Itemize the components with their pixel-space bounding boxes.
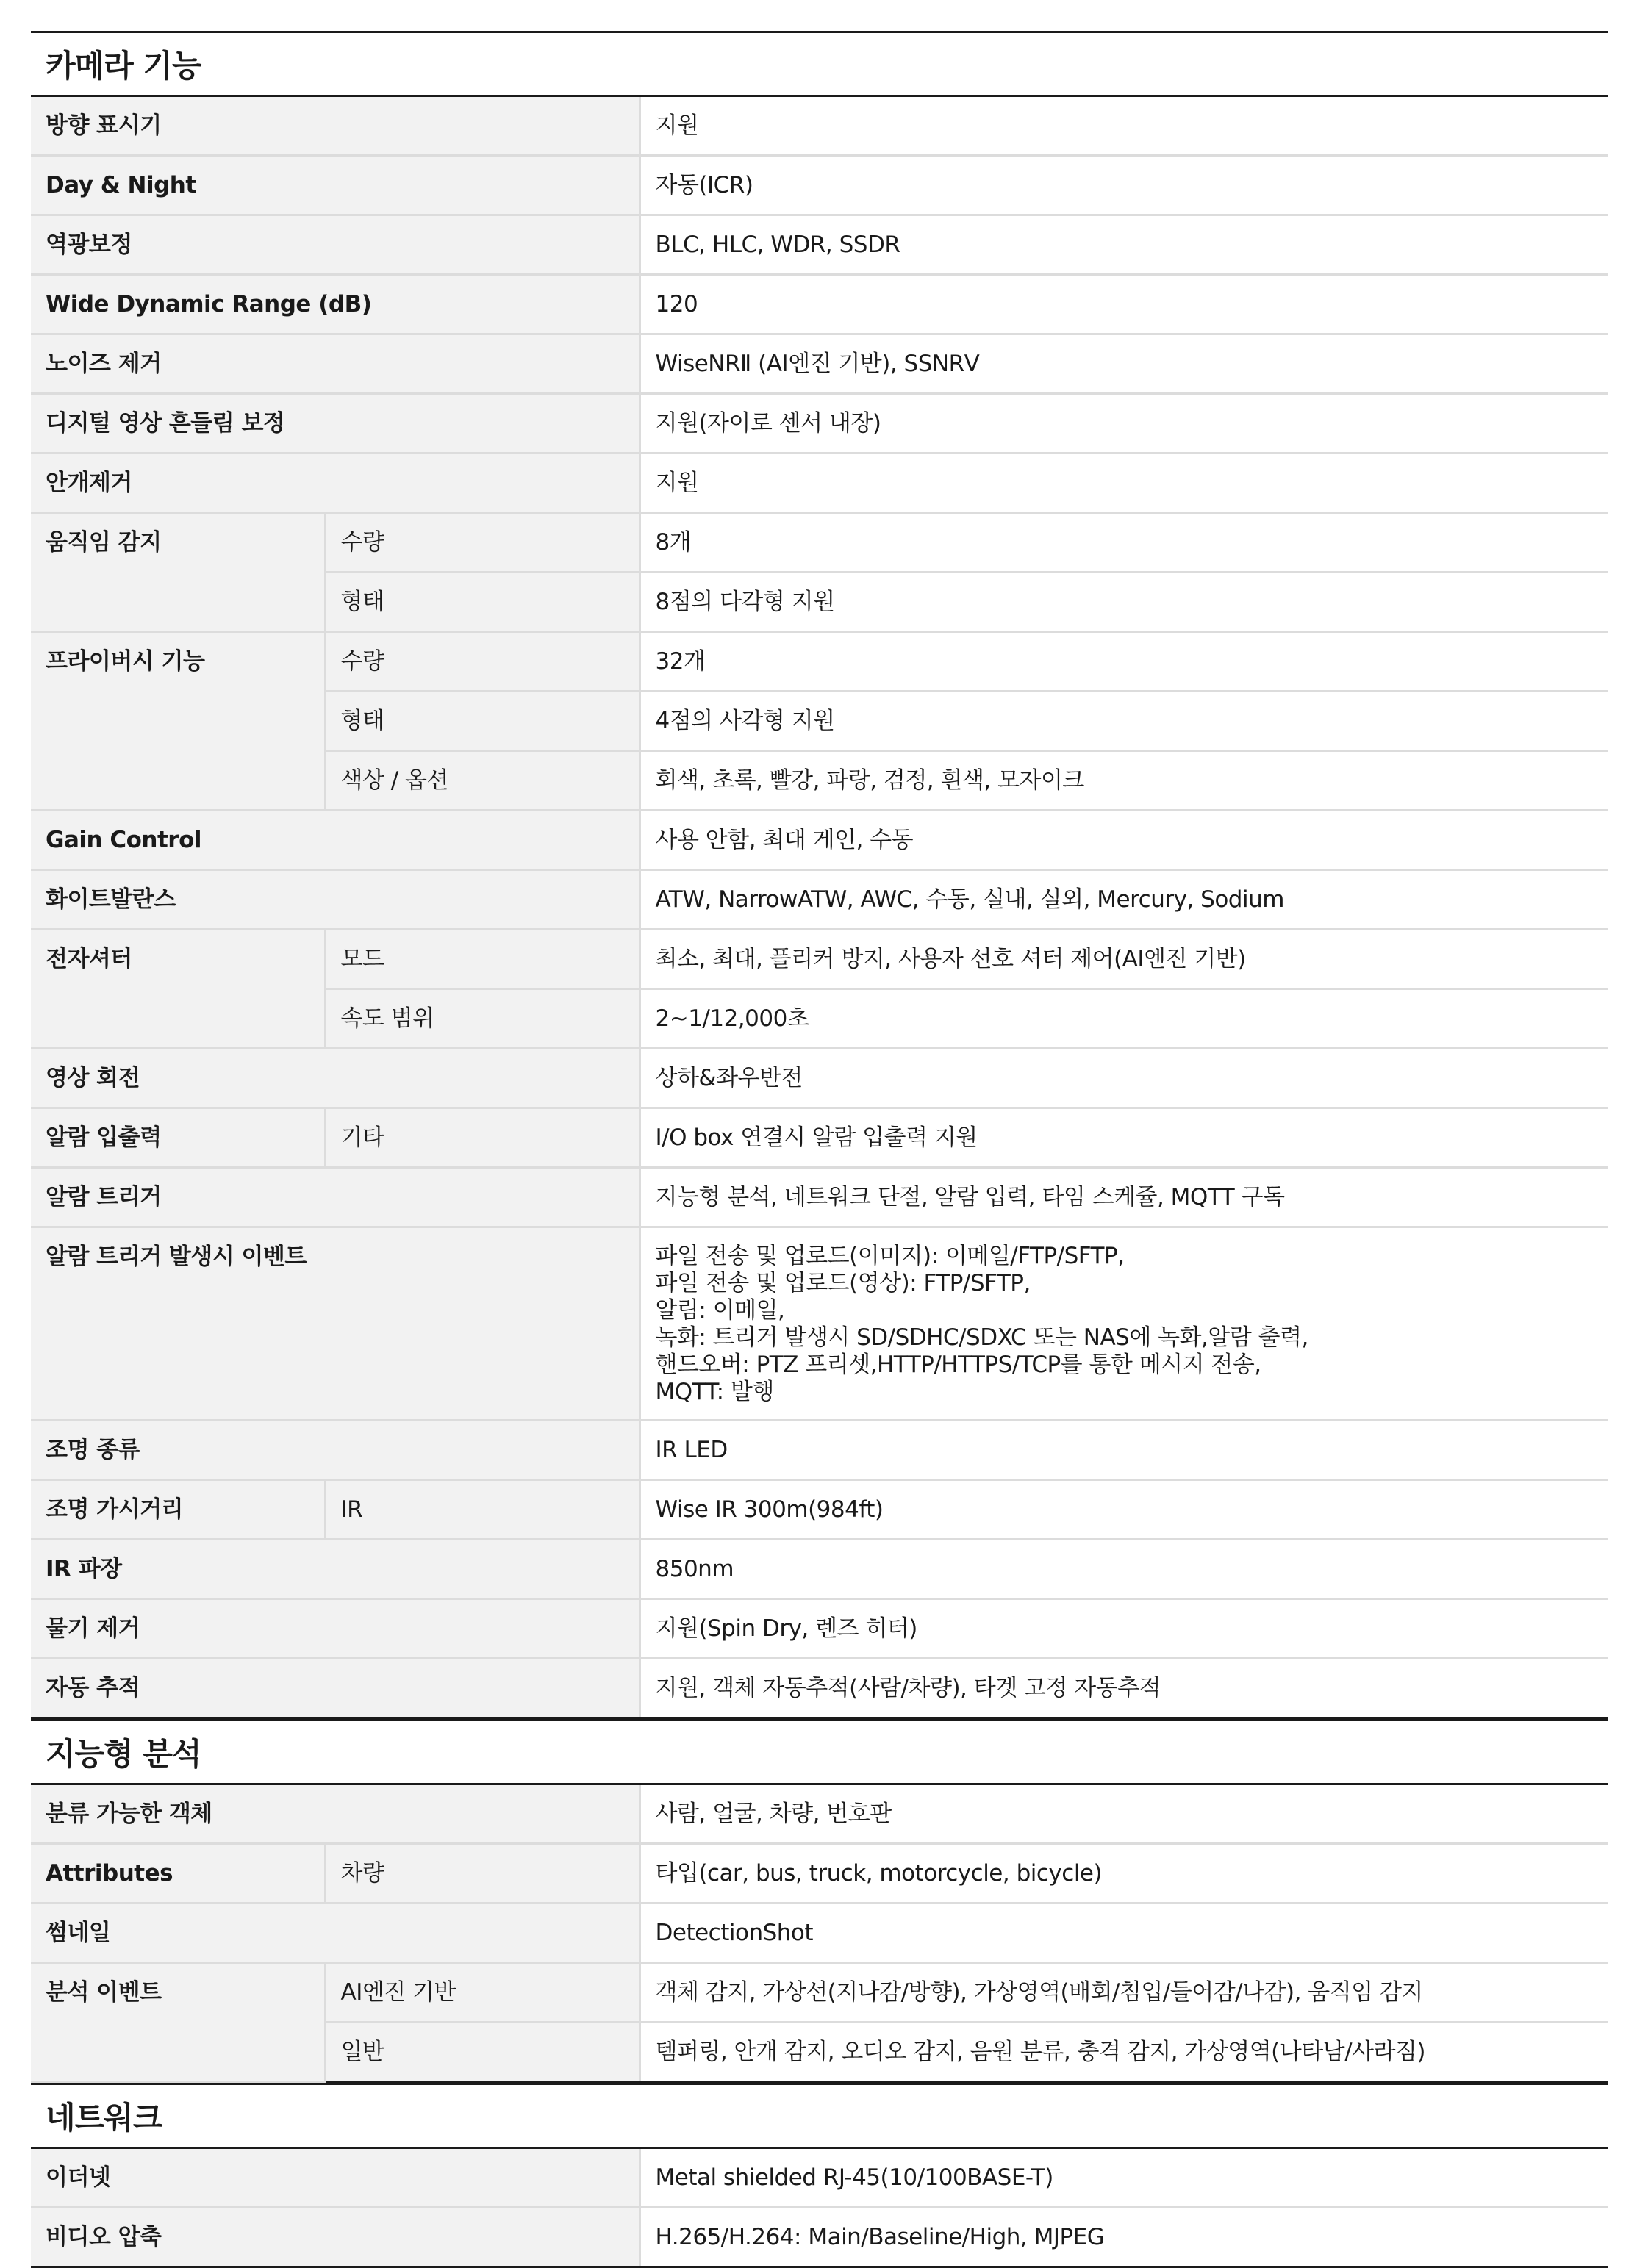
row-value: 템퍼링, 안개 감지, 오디오 감지, 음원 분류, 충격 감지, 가상영역(나타남/사라짐) xyxy=(640,2023,1608,2082)
section-title-network: 네트워크 xyxy=(31,2083,1608,2149)
row-label: 조명 종류 xyxy=(31,1421,640,1480)
row-sublabel: 형태 xyxy=(325,573,640,632)
row-label: 안개제거 xyxy=(31,453,640,513)
row-label: IR 파장 xyxy=(31,1540,640,1599)
row-value: H.265/H.264: Main/Baseline/High, MJPEG xyxy=(640,2208,1608,2267)
table-row xyxy=(31,97,1608,156)
row-label: 움직임 감지 xyxy=(31,513,325,632)
event-line: 파일 전송 및 업로드(이미지): 이메일/FTP/SFTP, xyxy=(655,1243,1125,1269)
table-row xyxy=(31,811,1608,870)
row-value: Metal shielded RJ-45(10/100BASE-T) xyxy=(640,2149,1608,2208)
row-label: 조명 가시거리 xyxy=(31,1480,325,1540)
row-value: 사용 안함, 최대 게인, 수동 xyxy=(640,811,1608,870)
row-value: 상하&좌우반전 xyxy=(640,1049,1608,1108)
row-label: 썸네일 xyxy=(31,1903,640,1963)
row-value: WiseNRⅡ (AI엔진 기반), SSNRⅤ xyxy=(640,334,1608,394)
row-sublabel: 모드 xyxy=(325,930,640,989)
row-label: 화이트발란스 xyxy=(31,870,640,930)
row-label: 영상 회전 xyxy=(31,1049,640,1108)
row-label: 비디오 압축 xyxy=(31,2208,640,2267)
spec-sheet xyxy=(31,31,1608,2268)
table-row xyxy=(31,1421,1608,1480)
row-sublabel: 기타 xyxy=(325,1108,640,1168)
row-label: Day & Night xyxy=(31,156,640,215)
row-label: 분석 이벤트 xyxy=(31,1963,325,2082)
row-value-multiline xyxy=(640,1227,1608,1421)
row-label: 자동 추적 xyxy=(31,1659,640,1718)
row-value: 8개 xyxy=(640,513,1608,573)
row-value: 회색, 초록, 빨강, 파랑, 검정, 흰색, 모자이크 xyxy=(640,751,1608,811)
table-row xyxy=(31,1599,1608,1659)
table-row xyxy=(31,1844,1608,1903)
row-value: I/O box 연결시 알람 입출력 지원 xyxy=(640,1108,1608,1168)
row-label: 방향 표시기 xyxy=(31,97,640,156)
row-sublabel: 형태 xyxy=(325,692,640,751)
row-sublabel: 차량 xyxy=(325,1844,640,1903)
table-row xyxy=(31,632,1608,692)
row-label: 노이즈 제거 xyxy=(31,334,640,394)
row-label: 디지털 영상 흔들림 보정 xyxy=(31,394,640,453)
table-row xyxy=(31,1540,1608,1599)
row-value: 지원 xyxy=(640,97,1608,156)
row-label: 이더넷 xyxy=(31,2149,640,2208)
row-value: 지원(자이로 센서 내장) xyxy=(640,394,1608,453)
row-label: 알람 트리거 발생시 이벤트 xyxy=(31,1227,640,1421)
row-value: 객체 감지, 가상선(지나감/방향), 가상영역(배회/침입/들어감/나감), 움직임 감지 xyxy=(640,1963,1608,2023)
section-title-camera: 카메라 기능 xyxy=(31,31,1608,97)
table-row xyxy=(31,453,1608,513)
row-value: DetectionShot xyxy=(640,1903,1608,1963)
row-sublabel: 색상 / 옵션 xyxy=(325,751,640,811)
table-row xyxy=(31,1049,1608,1108)
table-row xyxy=(31,2208,1608,2267)
row-value: 4점의 사각형 지원 xyxy=(640,692,1608,751)
row-value: 지원(Spin Dry, 렌즈 히터) xyxy=(640,1599,1608,1659)
row-value: 850nm xyxy=(640,1540,1608,1599)
event-line: MQTT: 발행 xyxy=(655,1379,774,1405)
table-row xyxy=(31,513,1608,573)
row-value: 최소, 최대, 플리커 방지, 사용자 선호 셔터 제어(AI엔진 기반) xyxy=(640,930,1608,989)
table-row xyxy=(31,1480,1608,1540)
row-value: 2~1/12,000초 xyxy=(640,989,1608,1049)
row-sublabel: 속도 범위 xyxy=(325,989,640,1049)
row-value: 지원 xyxy=(640,453,1608,513)
row-sublabel: AI엔진 기반 xyxy=(325,1963,640,2023)
event-line: 핸드오버: PTZ 프리셋,HTTP/HTTPS/TCP를 통한 메시지 전송, xyxy=(655,1352,1261,1378)
row-value: 지능형 분석, 네트워크 단절, 알람 입력, 타임 스케쥴, MQTT 구독 xyxy=(640,1168,1608,1227)
table-row xyxy=(31,156,1608,215)
table-row xyxy=(31,1659,1608,1718)
row-sublabel: 일반 xyxy=(325,2023,640,2082)
event-line: 알림: 이메일, xyxy=(655,1297,785,1324)
network-spec-table xyxy=(31,2149,1608,2268)
row-label: Gain Control xyxy=(31,811,640,870)
table-row xyxy=(31,1903,1608,1963)
row-label: Wide Dynamic Range (dB) xyxy=(31,275,640,334)
row-value: ATW, NarrowATW, AWC, 수동, 실내, 실외, Mercury, Sodium xyxy=(640,870,1608,930)
table-row xyxy=(31,870,1608,930)
analytics-spec-table xyxy=(31,1785,1608,2083)
table-row xyxy=(31,1227,1608,1421)
table-row xyxy=(31,1785,1608,1844)
row-value: Wise IR 300m(984ft) xyxy=(640,1480,1608,1540)
row-label: Attributes xyxy=(31,1844,325,1903)
row-label: 알람 트리거 xyxy=(31,1168,640,1227)
row-label: 물기 제거 xyxy=(31,1599,640,1659)
row-value: 타입(car, bus, truck, motorcycle, bicycle) xyxy=(640,1844,1608,1903)
row-label: 역광보정 xyxy=(31,215,640,275)
row-sublabel: IR xyxy=(325,1480,640,1540)
table-row xyxy=(31,1963,1608,2023)
table-row xyxy=(31,1108,1608,1168)
row-value: 120 xyxy=(640,275,1608,334)
row-value: 자동(ICR) xyxy=(640,156,1608,215)
row-value: 사람, 얼굴, 차량, 번호판 xyxy=(640,1785,1608,1844)
table-row xyxy=(31,275,1608,334)
section-title-analytics: 지능형 분석 xyxy=(31,1719,1608,1785)
row-label: 알람 입출력 xyxy=(31,1108,325,1168)
row-sublabel: 수량 xyxy=(325,513,640,573)
row-value: 지원, 객체 자동추적(사람/차량), 타겟 고정 자동추적 xyxy=(640,1659,1608,1718)
row-label: 프라이버시 기능 xyxy=(31,632,325,811)
table-row xyxy=(31,215,1608,275)
row-value: IR LED xyxy=(640,1421,1608,1480)
camera-spec-table xyxy=(31,97,1608,1719)
table-row xyxy=(31,2149,1608,2208)
event-line: 녹화: 트리거 발생시 SD/SDHC/SDXC 또는 NAS에 녹화,알람 출력, xyxy=(655,1324,1308,1351)
row-label: 분류 가능한 객체 xyxy=(31,1785,640,1844)
table-row xyxy=(31,930,1608,989)
row-label: 전자셔터 xyxy=(31,930,325,1049)
row-value: 8점의 다각형 지원 xyxy=(640,573,1608,632)
table-row xyxy=(31,334,1608,394)
table-row xyxy=(31,394,1608,453)
table-row xyxy=(31,1168,1608,1227)
row-value: 32개 xyxy=(640,632,1608,692)
event-line: 파일 전송 및 업로드(영상): FTP/SFTP, xyxy=(655,1270,1031,1296)
row-sublabel: 수량 xyxy=(325,632,640,692)
row-value: BLC, HLC, WDR, SSDR xyxy=(640,215,1608,275)
